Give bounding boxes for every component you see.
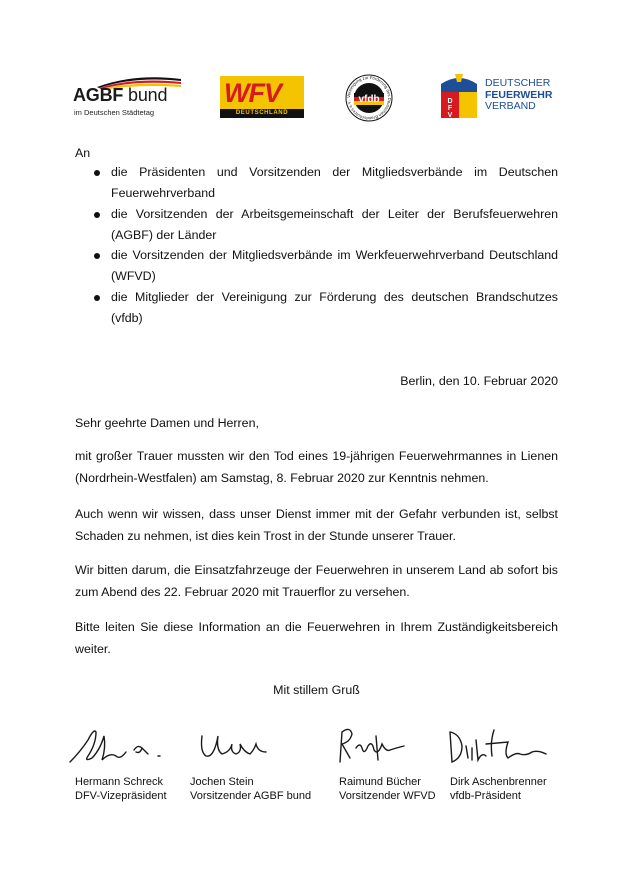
body-paragraph: Wir bitten darum, die Einsatzfahrzeuge der Feuerwehren in unserem Land ab sofort bis zum Abend des 22. Februar 2020 mit Trauerflor zu versehen. xyxy=(75,563,558,599)
wfv-wordmark: WFV xyxy=(224,78,281,108)
agbf-logo xyxy=(73,73,183,119)
svg-text:F: F xyxy=(447,105,453,112)
signature-stein xyxy=(196,722,276,772)
svg-text:V: V xyxy=(447,112,453,119)
address-label: An xyxy=(75,146,91,160)
vfdb-logo xyxy=(345,74,393,122)
signatory-schreck: Hermann Schreck DFV-Vizepräsident xyxy=(75,776,167,802)
vfdb-wordmark: vfdb xyxy=(358,94,380,105)
date-line: Berlin, den 10. Februar 2020 xyxy=(400,374,558,388)
signature-aschenbrenner xyxy=(446,722,556,772)
bullet-icon xyxy=(94,212,100,218)
signatory-aschenbrenner: Dirk Aschenbrenner vfdb-Präsident xyxy=(450,776,547,802)
bullet-icon xyxy=(94,295,100,301)
agbf-subtitle: im Deutschen Städtetag xyxy=(74,108,155,117)
closing: Mit stillem Gruß xyxy=(273,683,360,697)
signature-buecher xyxy=(332,722,412,772)
wfv-subtitle: DEUTSCHLAND xyxy=(235,110,289,116)
recipient-item: die Präsidenten und Vorsitzenden der Mitgliedsverbände im Deutschen Feuerwehrverband xyxy=(111,165,558,200)
recipient-item: die Vorsitzenden der Mitgliedsverbände im Werkfeuerwehrverband Deutschland (WFVD) xyxy=(111,248,558,283)
signatory-buecher: Raimund Bücher Vorsitzender WFVD xyxy=(339,776,436,802)
svg-text:D: D xyxy=(447,98,453,105)
svg-text:Vereinigung zur Förderung des: Vereinigung zur Förderung des Deutschen Brandschutzes e.V. xyxy=(345,74,393,122)
dfv-logo xyxy=(437,72,565,120)
bullet-icon xyxy=(94,170,100,176)
agbf-wordmark: AGBF bund xyxy=(73,85,168,105)
recipient-item: die Mitglieder der Vereinigung zur Förderung des deutschen Brandschutzes (vfdb) xyxy=(111,290,558,325)
dfv-wordmark: DEUTSCHER FEUERWEHR VERBAND xyxy=(485,77,553,112)
signature-schreck xyxy=(66,722,176,772)
dfv-helmet-icon xyxy=(437,72,481,120)
signatory-stein: Jochen Stein Vorsitzender AGBF bund xyxy=(190,776,312,802)
wfv-logo xyxy=(220,76,304,118)
body-paragraph: Auch wenn wir wissen, dass unser Dienst immer mit der Gefahr verbunden ist, selbst Schaden zu nehmen, ist dies kein Trost in der Stunde unserer Trauer. xyxy=(75,507,558,543)
recipient-item: die Vorsitzenden der Arbeitsgemeinschaft der Leiter der Berufsfeuerwehren (AGBF) der Länder xyxy=(111,207,558,242)
vfdb-seal-icon xyxy=(345,74,393,122)
body-paragraph: Bitte leiten Sie diese Information an die Feuerwehren in Ihrem Zuständigkeitsbereich weiter. xyxy=(75,620,558,656)
salutation: Sehr geehrte Damen und Herren, xyxy=(75,416,259,430)
bullet-icon xyxy=(94,253,100,259)
body-paragraph: mit großer Trauer mussten wir den Tod eines 19-jährigen Feuerwehrmannes in Lienen (Nordrhein-Westfalen) am Samstag, 8. Februar 2020 zur Kenntnis nehmen. xyxy=(75,449,558,485)
